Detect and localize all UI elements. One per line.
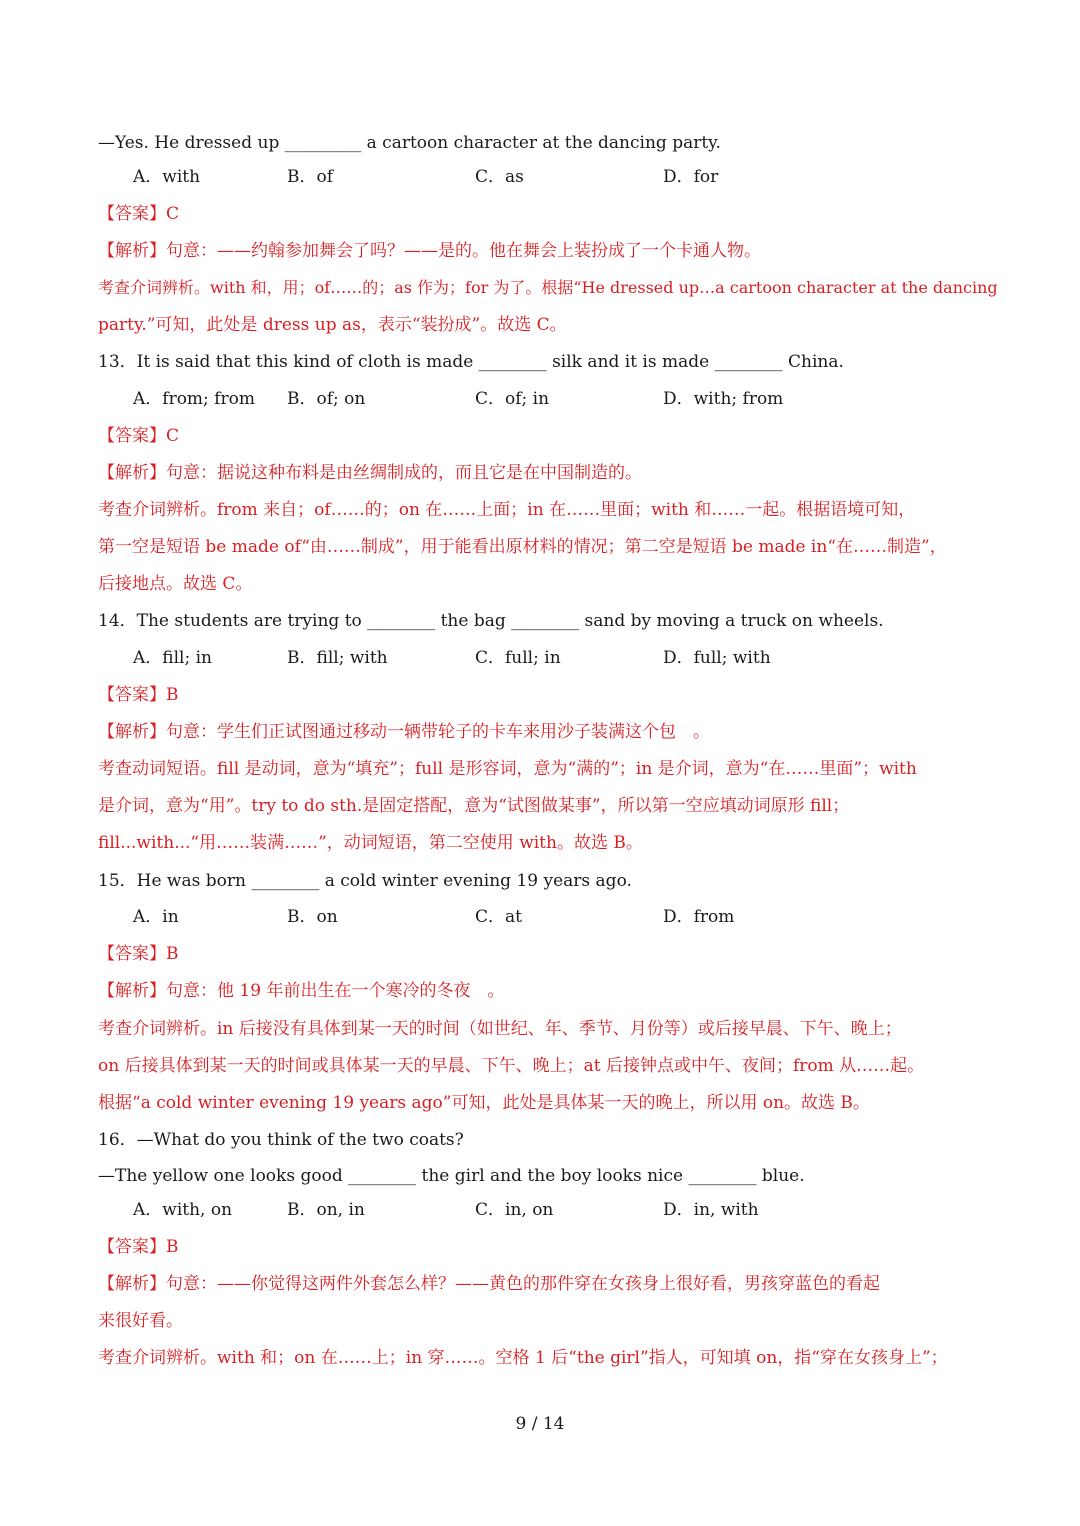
q13-analysis-line: 后接地点。故选 C。 bbox=[98, 574, 253, 594]
q13-analysis-line: 第一空是短语 be made of“由……制成”，用于能看出原材料的情况；第二空是短语 be made in“在……制造”， bbox=[98, 537, 947, 557]
q13-option-c: C．of; in bbox=[475, 389, 550, 409]
q13-answer: 【答案】C bbox=[98, 426, 180, 446]
q16-analysis-line: 考查介词辨析。with 和；on 在……上；in 穿……。空格 1 后“the girl”指人，可知填 on，指“穿在女孩身上”； bbox=[98, 1348, 948, 1368]
q15-stem: 15．He was born ________ a cold winter evening 19 years ago. bbox=[98, 871, 632, 891]
q13-stem: 13．It is said that this kind of cloth is made ________ silk and it is made ________ China. bbox=[98, 352, 844, 372]
q14-analysis-line: fill...with...“用……装满……”，动词短语，第二空使用 with。故选 B。 bbox=[98, 833, 643, 853]
q14-options bbox=[133, 647, 993, 669]
q12-option-d: D．for bbox=[663, 167, 719, 187]
q16-option-d: D．in, with bbox=[663, 1200, 759, 1220]
q14-analysis-line: 是介词，意为“用”。try to do sth.是固定搭配，意为“试图做某事”，所以第一空应填动词原形 fill； bbox=[98, 796, 850, 816]
q16-option-c: C．in, on bbox=[475, 1200, 554, 1220]
q14-option-d: D．full; with bbox=[663, 648, 771, 668]
q12-answer: 【答案】C bbox=[98, 204, 180, 224]
q14-analysis-line: 考查动词短语。fill 是动词，意为“填充”；full 是形容词，意为“满的”；in 是介词，意为“在……里面”；with bbox=[98, 759, 917, 779]
q12-options bbox=[133, 166, 993, 188]
q16-option-a: A．with, on bbox=[133, 1200, 233, 1220]
q13-option-a: A．from; from bbox=[133, 389, 255, 409]
q14-analysis-translation: 【解析】句意：学生们正试图通过移动一辆带轮子的卡车来用沙子装满这个包 。 bbox=[98, 722, 710, 742]
q15-option-c: C．at bbox=[475, 907, 522, 927]
q16-analysis-translation: 【解析】句意：——你觉得这两件外套怎么样？——黄色的那件穿在女孩身上很好看，男孩穿蓝色的看起 bbox=[98, 1274, 880, 1294]
q16-option-b: B．on, in bbox=[287, 1200, 365, 1220]
q14-option-a: A．fill; in bbox=[133, 648, 213, 668]
q15-analysis-translation: 【解析】句意：他 19 年前出生在一个寒冷的冬夜 。 bbox=[98, 981, 505, 1001]
q12-analysis-translation: 【解析】句意：——约翰参加舞会了吗？——是的。他在舞会上装扮成了一个卡通人物。 bbox=[98, 241, 761, 261]
q15-analysis-line: 考查介词辨析。in 后接没有具体到某一天的时间（如世纪、年、季节、月份等）或后接早晨、下午、晚上； bbox=[98, 1019, 902, 1039]
q15-option-a: A．in bbox=[133, 907, 179, 927]
q13-analysis-line: 考查介词辨析。from 来自；of……的；on 在……上面；in 在……里面；with 和……一起。根据语境可知， bbox=[98, 500, 916, 520]
q13-option-b: B．of; on bbox=[287, 389, 366, 409]
page-number: 9 / 14 bbox=[515, 1414, 565, 1434]
q15-analysis-line: 根据“a cold winter evening 19 years ago”可知，此处是具体某一天的晚上，所以用 on。故选 B。 bbox=[98, 1093, 870, 1113]
q15-option-b: B．on bbox=[287, 907, 338, 927]
q15-analysis-line: on 后接具体到某一天的时间或具体某一天的早晨、下午、晚上；at 后接钟点或中午、夜间；from 从……起。 bbox=[98, 1056, 925, 1076]
q12-option-c: C．as bbox=[475, 167, 524, 187]
q16-answer: 【答案】B bbox=[98, 1237, 179, 1257]
q16-stem: 16．—What do you think of the two coats? bbox=[98, 1130, 464, 1150]
q13-options bbox=[133, 388, 993, 410]
q12-analysis-line: party.”可知，此处是 dress up as，表示“装扮成”。故选 C。 bbox=[98, 315, 567, 335]
q16-stem-line: —The yellow one looks good ________ the girl and the boy looks nice ________ blue. bbox=[98, 1166, 805, 1186]
q12-analysis-line: 考查介词辨析。with 和，用；of……的；as 作为；for 为了。根据“He dressed up…a cartoon character at the dancing bbox=[98, 278, 998, 297]
q12-option-a: A．with bbox=[133, 167, 201, 187]
q14-stem: 14．The students are trying to ________ the bag ________ sand by moving a truck on wheels. bbox=[98, 611, 884, 631]
q16-analysis-translation: 来很好看。 bbox=[98, 1311, 183, 1331]
q13-analysis-translation: 【解析】句意：据说这种布料是由丝绸制成的，而且它是在中国制造的。 bbox=[98, 463, 642, 483]
q13-option-d: D．with; from bbox=[663, 389, 784, 409]
q16-options bbox=[133, 1199, 993, 1221]
q14-option-b: B．fill; with bbox=[287, 648, 388, 668]
q15-option-d: D．from bbox=[663, 907, 735, 927]
q15-answer: 【答案】B bbox=[98, 944, 179, 964]
q14-answer: 【答案】B bbox=[98, 685, 179, 705]
q12-stem-line: —Yes. He dressed up _________ a cartoon character at the dancing party. bbox=[98, 133, 721, 153]
q14-option-c: C．full; in bbox=[475, 648, 561, 668]
q15-options bbox=[133, 906, 993, 928]
q12-option-b: B．of bbox=[287, 167, 334, 187]
